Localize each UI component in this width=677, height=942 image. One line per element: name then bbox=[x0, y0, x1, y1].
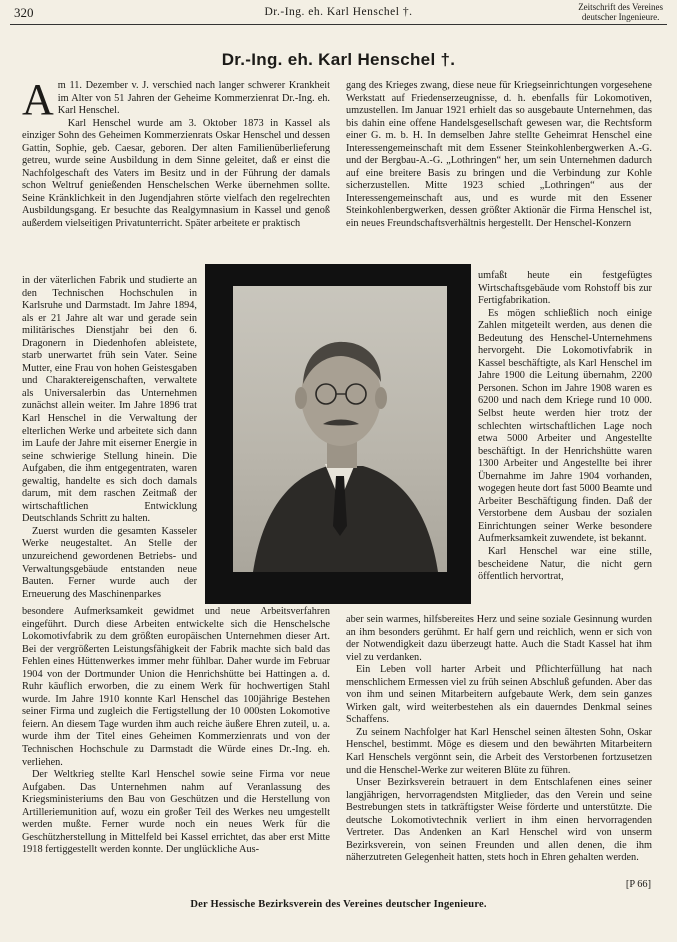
right-bottom-paragraph-3: Zu seinem Nachfolger hat Karl Henschel seinen ältesten Sohn, Oskar Henschel, bestimmt. Möge es diesem und den bewährten Mitarbeitern Karl Henschels vergönnt sein, die Arbeit des Verstorbenen fortzusetzen und die Henschel-Werke zur weiteren Blüte zu führen. bbox=[346, 726, 652, 776]
right-column-bottom bbox=[346, 614, 652, 878]
right-narrow-paragraph-3: Karl Henschel war eine stille, bescheidene Natur, die nicht gern öffentlich hervortrat, bbox=[478, 546, 652, 583]
intro-text: m 11. Dezember v. J. verschied nach langer schwerer Krankheit im Alter von 51 Jahren der Geheime Kommerzienrat Dr.-Ing. eh. Karl Henschel. bbox=[57, 80, 330, 117]
right-bottom-paragraph-4: Unser Bezirksverein betrauert in dem Entschlafenen eines seiner langjährigen, hervorragendsten Mitglieder, das den Verein und seine Bestrebungen stets in tatkräftigster Weise förderte und unterstützte. Die deutsche Lokomotivtechnik verliert in ihm einen hervorragenden Vertreter. Das Andenken an Karl Henschel wird von unserm Bezirksverein, von seinen Freunden und allen denen, die ihm näherzutreten Gelegenheit hatten, stets hoch in Ehren gehalten werden. bbox=[346, 777, 652, 864]
right-narrow-paragraph-2: Es mögen schließlich noch einige Zahlen mitgeteilt werden, aus denen die Bedeutung des Henschel-Unternehmens hervorgeht. Die Lokomotivfabrik in Kassel beschäftigte, als Karl Henschel im Jahre 1900 die Leitung übernahm, 2200 Personen. Schon im Jahre 1908 waren es 6200 und nach dem Kriege rund 10 000. Selbst heute werden hier trotz der schlechten wirtschaftlichen Lage noch etwa 5000 Arbeiter und Angestellte beschäftigt. In der Henrichshütte waren 1300 Arbeiter und Angestellte bei ihrer Übernahme im Jahre 1904 vorhanden, wogegen heute dort fast 5000 Beamte und Arbeiter Beschäftigung finden. Daß der Verstorbene dem Ausbau der sozialen Einrichtungen seiner Werke besondere Aufmerksamkeit zuwendete, ist bekannt. bbox=[478, 307, 652, 545]
right-column-top bbox=[346, 80, 652, 270]
running-title: Dr.-Ing. eh. Karl Henschel †. bbox=[264, 6, 413, 18]
page-number: 320 bbox=[14, 5, 34, 20]
right-narrow-paragraph: umfaßt heute ein festgefügtes Wirtschaftsgebäude vom Rohstoff bis zur Fertigfabrikation. bbox=[478, 270, 652, 307]
journal-line-2: deutscher Ingenieure. bbox=[581, 12, 660, 22]
left-column-bottom bbox=[22, 606, 330, 891]
left-bottom-paragraph: besondere Aufmerksamkeit gewidmet und neue Arbeitsverfahren eingeführt. Durch diese Arbeiten entwickelte sich die Henschelsche Lokomotivfabrik zu dem größten europäischen Unternehmen dieser Art. Bei der vergrößerten Leistungsfähigkeit der Fabrik machte sich bald das Fehlen eines Hüttenwerkes immer mehr fühlbar. Daher wurde im Februar 1904 von der Dortmunder Union die Henrichshütte bei Hattingen a. d. Ruhr käuflich erworben, die zu einem Werk für hochwertigen Stahl wurde. Im Jahre 1910 konnte Karl Henschel das 100jährige Bestehen seiner Firma und zugleich die Fertigstellung der 10 000sten Lokomotive feiern. An diesem Tage wurden ihm auch reiche äußere Ehren zuteil, u. a. wurde ihm der Titel eines Geheimen Kommerzienrats und von der Technischen Hochschule zu Darmstadt die Würde eines Dr.-Ing. eh. verliehen. bbox=[22, 606, 330, 768]
left-column-top bbox=[22, 80, 330, 263]
intro-paragraph bbox=[22, 80, 330, 124]
left-bottom-paragraph-2: Der Weltkrieg stellte Karl Henschel sowie seine Firma vor neue Aufgaben. Das Unternehmen nahm auf Veranlassung des Kriegsministeriums den Bau von Geschützen und die Herstellung von Artilleriemunition auf, wozu ein großer Teil des Werkes neu umgestellt werden mußte. Ferner wurde noch ein neues Werk für die Geschützherstellung in Mittelfeld bei Kassel errichtet, das aber erst Mitte 1918 fertiggestellt werden konnte. Der unglückliche Aus- bbox=[22, 769, 330, 856]
left-narrow-paragraph: in der väterlichen Fabrik und studierte an den Technischen Hochschulen in Karlsruhe und Darmstadt. Im Jahre 1894, als er 21 Jahre alt war und gerade sein militärisches Dienstjahr bei den 6. Dragonern in Diedenhofen ableistete, starb unerwartet früh sein Vater. Seine Mutter, eine Frau von hohen Geistesgaben und Charaktereigenschaften, verwaltete als Universalerbin das Unternehmen zunächst allein weiter. Im Jahre 1896 trat Karl Henschel in die Verwaltung der elterlichen Werke und arbeitete sich dann im Laufe der Jahre mit eiserner Energie in seine schwierige Stellung hinein. Die Aufgaben, die ihm entgegentraten, waren gewaltig, handelte es sich doch damals darum, mit dem raschen Zeitmaß der wirtschaftlichen Entwicklung Deutschlands Schritt zu halten. bbox=[22, 275, 197, 525]
portrait-frame bbox=[205, 264, 471, 604]
left-narrow-paragraph-2: Zuerst wurden die gesamten Kasseler Werke neugestaltet. An Stelle der unzureichend gewordenen Betriebs- und Verwaltungsgebäude entstanden neue Bauten. Ferner wurde auch der Erneuerung des Maschinenparkes bbox=[22, 525, 197, 600]
biography-paragraph: Karl Henschel wurde am 3. Oktober 1873 in Kassel als einziger Sohn des Geheimen Kommerzienrats Oskar Henschel und dessen Gattin, Sophie, geb. Caesar, geboren. Der alten Familienüberlieferung getreu, wurde seine Ausbildung in dem Sinne geleitet, daß er einst die Nachfolgeschaft des Vaters im Besitz und in der Führung der damals schon Weltruf genießenden Henschelschen Werke übernehmen sollte. Seine Kränklichkeit in den Jugendjahren störte vielfach den regelrechten Ausbildungsgang. Er besuchte das Realgymnasium in Kassel und genoß außerdem vielseitigen Privatunterricht. Später arbeitete er praktisch bbox=[22, 117, 330, 230]
drop-cap: A bbox=[22, 80, 54, 124]
portrait-photo bbox=[233, 286, 447, 572]
right-top-paragraph: gang des Krieges zwang, diese neue für Kriegseinrichtungen vorgesehene Werkstatt auf Friedenserzeugnisse, d. h. ebenfalls für Lokomotiven, umzustellen. Im Januar 1921 erhielt das so ausgebaute Unternehmen, das bis dahin eine offene Handelsgesellschaft gewesen war, die Rechtsform einer G. m. b. H. In demselben Jahre stellte Geheimrat Henschel eine Interessengemeinschaft mit dem Essener Steinkohlenbergwerken A.-G. und der Bergbau-A.-G. „Lothringen“ her, um sein Unternehmen dadurch auf eine breitere Basis zu bringen und die Verbindung zur Kohle sicherzustellen. Mitte 1923 schied „Lothringen“ aus der Interessengemeinschaft aus, und es wurde mit den Essener Steinkohlenbergwerken, dessen größter Aktionär die Firma Henschel ist, ein neues Freundschaftsverhältnis hergestellt. Der Henschel-Konzern bbox=[346, 80, 652, 230]
right-narrow-column bbox=[478, 270, 652, 614]
portrait-illustration bbox=[233, 286, 447, 572]
left-narrow-column bbox=[22, 275, 197, 600]
reference-tag: [P 66] bbox=[625, 879, 651, 890]
article-title: Dr.-Ing. eh. Karl Henschel †. bbox=[221, 50, 456, 69]
right-bottom-paragraph-2: Ein Leben voll harter Arbeit und Pflichterfüllung hat nach menschlichem Ermessen viel zu früh seinen Abschluß gefunden. Aber das von ihm und seinen Mitarbeitern aufgebaute Werk, dem sein ganzes Wirken galt, wird weiterbestehen als ein dauerndes Denkmal seines Schaffens. bbox=[346, 664, 652, 726]
journal-line-1: Zeitschrift des Vereines bbox=[578, 2, 663, 12]
right-bottom-paragraph: aber sein warmes, hilfsbereites Herz und seine soziale Gesinnung wurden an ihm besonders gerühmt. Er half gern und reichlich, wenn er sich von der Notwendigkeit dazu überzeugt hatte. Auch die Stadt Kassel hat ihm viel zu verdanken. bbox=[346, 614, 652, 663]
article-footer: Der Hessische Bezirksverein des Vereines deutscher Ingenieure. bbox=[190, 899, 487, 910]
journal-name bbox=[578, 2, 663, 22]
page-header bbox=[10, 2, 667, 25]
